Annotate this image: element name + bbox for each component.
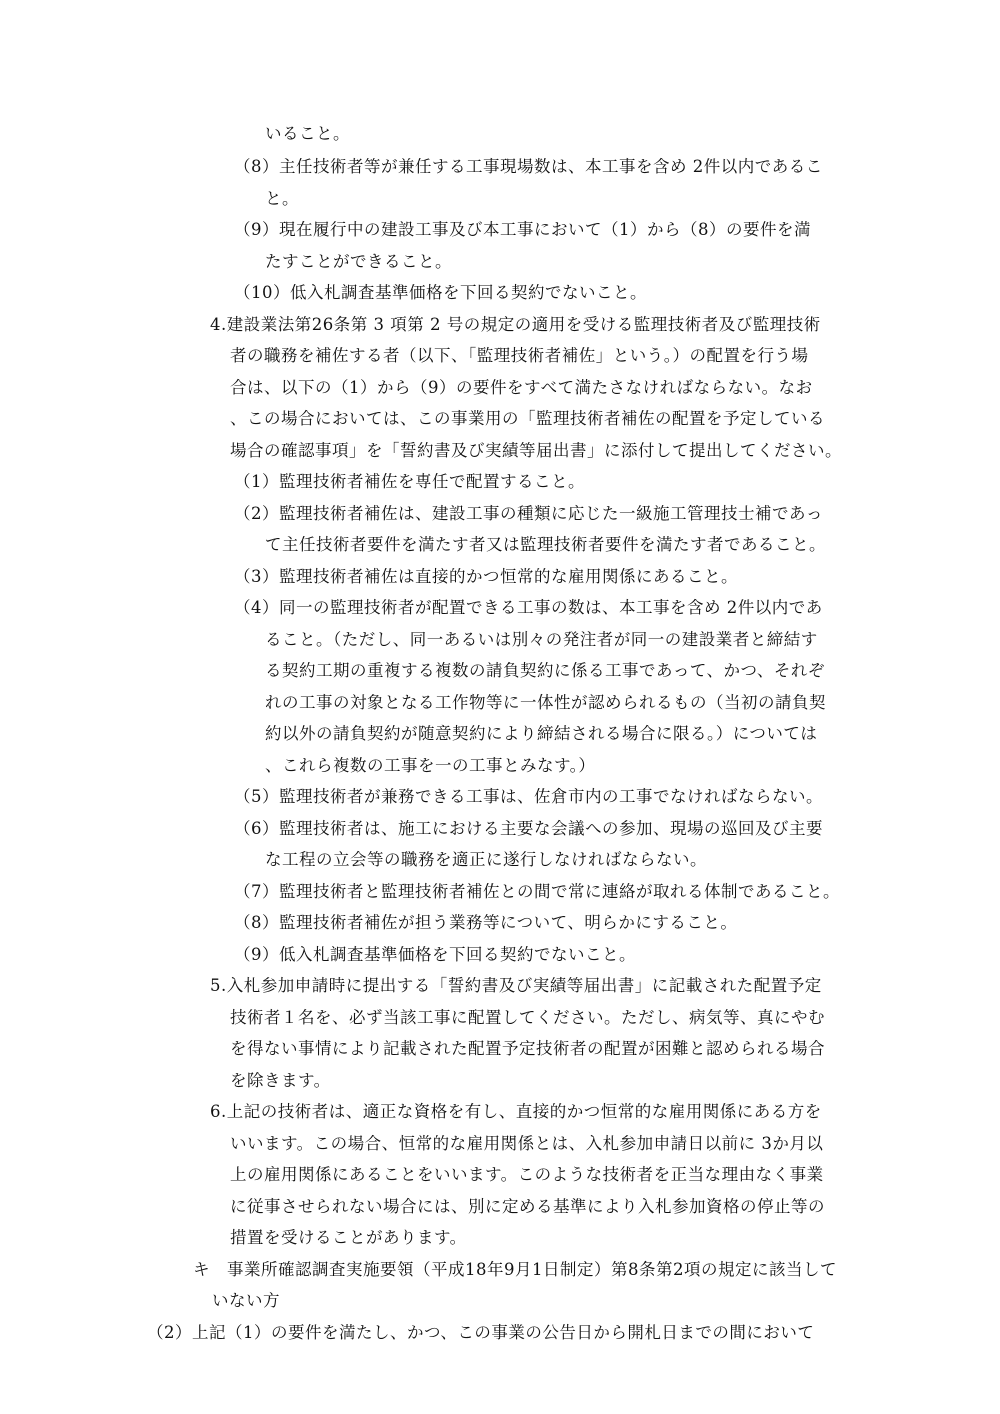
text-line: を得ない事情により記載された配置予定技術者の配置が困難と認められる場合	[230, 1039, 825, 1058]
text-line: キ 事業所確認調査実施要領（平成18年9月1日制定）第8条第2項の規定に該当して	[193, 1260, 837, 1279]
text-line: いいます。この場合、恒常的な雇用関係とは、入札参加申請日以前に 3か月以	[230, 1134, 824, 1153]
text-line: を除きます。	[230, 1071, 331, 1090]
text-line: 場合の確認事項」を「誓約書及び実績等届出書」に添付して提出してください。	[230, 441, 842, 460]
text-line: （9）低入札調査基準価格を下回る契約でないこと。	[234, 945, 636, 964]
text-line: に従事させられない場合には、別に定める基準により入札参加資格の停止等の	[230, 1197, 825, 1216]
text-line: 技術者１名を、必ず当該工事に配置してください。ただし、病気等、真にやむ	[230, 1008, 825, 1027]
text-line: いない方	[212, 1291, 280, 1310]
text-line: （5）監理技術者が兼務できる工事は、佐倉市内の工事でなければならない。	[234, 787, 823, 806]
text-line: （8）監理技術者補佐が担う業務等について、明らかにすること。	[234, 913, 738, 932]
text-line: 、これら複数の工事を一の工事とみなす。）	[265, 756, 596, 775]
text-line: （6）監理技術者は、施工における主要な会議への参加、現場の巡回及び主要	[234, 819, 823, 838]
text-line: 者の職務を補佐する者（以下、「監理技術者補佐」という。）の配置を行う場	[230, 346, 809, 365]
text-line: いること。	[265, 124, 350, 143]
text-line: て主任技術者要件を満たす者又は監理技術者要件を満たす者であること。	[265, 535, 826, 554]
text-line: 4.建設業法第26条第 3 項第 2 号の規定の適用を受ける監理技術者及び監理技術	[210, 315, 821, 334]
text-line: 措置を受けることがあります。	[230, 1228, 467, 1247]
text-line: 5.入札参加申請時に提出する「誓約書及び実績等届出書」に記載された配置予定	[210, 976, 822, 995]
text-line: 6.上記の技術者は、適正な資格を有し、直接的かつ恒常的な雇用関係にある方を	[210, 1102, 822, 1121]
text-line: （4）同一の監理技術者が配置できる工事の数は、本工事を含め 2件以内であ	[234, 598, 823, 617]
text-line: ること。（ただし、同一あるいは別々の発注者が同一の建設業者と締結す	[265, 630, 818, 649]
text-line: （7）監理技術者と監理技術者補佐との間で常に連絡が取れる体制であること。	[234, 882, 840, 901]
text-line: な工程の立会等の職務を適正に遂行しなければならない。	[265, 850, 707, 869]
text-line: たすことができること。	[265, 252, 452, 271]
text-line: と。	[265, 189, 299, 208]
text-line: 約以外の請負契約が随意契約により締結される場合に限る。）については	[265, 724, 818, 743]
text-line: （2）上記（1）の要件を満たし、かつ、この事業の公告日から開札日までの間において	[147, 1323, 815, 1342]
text-line: （3）監理技術者補佐は直接的かつ恒常的な雇用関係にあること。	[234, 567, 738, 586]
text-line: る契約工期の重複する複数の請負契約に係る工事であって、かつ、それぞ	[265, 661, 825, 680]
text-line: （2）監理技術者補佐は、建設工事の種類に応じた一級施工管理技士補であっ	[234, 504, 823, 523]
text-line: （10）低入札調査基準価格を下回る契約でないこと。	[234, 283, 647, 302]
text-line: 、この場合においては、この事業用の「監理技術者補佐の配置を予定している	[230, 409, 825, 428]
text-line: （1）監理技術者補佐を専任で配置すること。	[234, 472, 585, 491]
text-line: れの工事の対象となる工作物等に一体性が認められるもの（当初の請負契	[265, 693, 826, 712]
text-line: （9）現在履行中の建設工事及び本工事において（1）から（8）の要件を満	[234, 220, 811, 239]
text-line: （8）主任技術者等が兼任する工事現場数は、本工事を含め 2件以内であるこ	[234, 157, 823, 176]
text-line: 上の雇用関係にあることをいいます。このような技術者を正当な理由なく事業	[230, 1165, 824, 1184]
text-line: 合は、以下の（1）から（9）の要件をすべて満たさなければならない。なお	[230, 378, 813, 397]
